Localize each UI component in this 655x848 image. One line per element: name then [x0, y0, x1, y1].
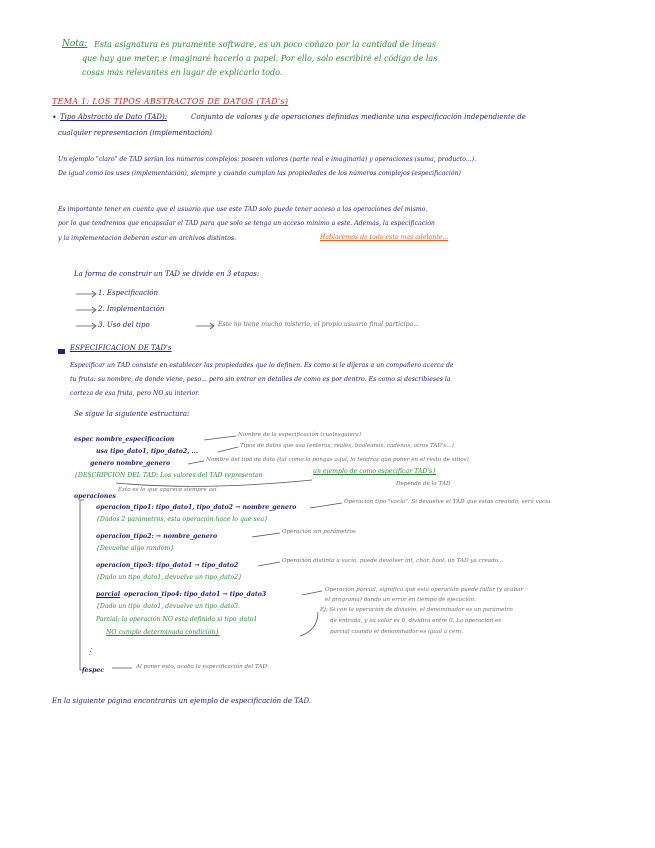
usa-note-arrow-icon	[218, 447, 238, 452]
stages-intro: La forma de construir un TAD se divide en 3 etapas:	[74, 270, 260, 278]
code-op4-comment-3: NO cumple determinada condición}	[106, 629, 220, 636]
operaciones-bracket-icon	[80, 500, 84, 670]
code-descripcion-sub: Depende de la TAD	[396, 481, 451, 487]
final-line: En la siguiente página encontrarás un ejemplo de especificación de TAD.	[52, 697, 312, 705]
spec-paragraph-line-2: tu fruta: su nombre, de donde viene, peso... pero sin entrar en detalles de como es por dentro. Es como si describieses la	[70, 376, 451, 383]
note-line-1: Esta asignatura es puramente software, es un poco coñazo por la cantidad de líneas	[94, 40, 437, 49]
op3-note-arrow-icon	[258, 562, 280, 566]
spec-paragraph-line-1: Especificar un TAD consiste en establecer las propiedades que lo definen. Es como si le dijeras a un compañero acerca de	[70, 362, 454, 369]
code-op1-comment: {Dados 2 parámetros, esta operación hace lo que sea}	[96, 516, 268, 523]
descripcion-brace-icon	[116, 480, 312, 486]
stage-1: 1. Especificación	[98, 289, 159, 297]
code-genero-line: genero nombre_genero	[90, 460, 171, 467]
code-op4-comment-2: Parcial: la operación NO está definida si tipo_dato1	[96, 616, 258, 623]
genero-note-arrow-icon	[188, 461, 204, 464]
tad-def-line-1: Conjunto de valores y de operaciones definidas mediante una especificación independiente de	[191, 113, 526, 121]
code-dots: ⋮	[86, 647, 94, 656]
stage-3-arrowhead-icon	[92, 323, 96, 329]
code-op1-note: Operación tipo "vacía". Si devuelve el TAD que estás creando, será vacía	[344, 499, 551, 505]
section-square-icon	[58, 349, 65, 354]
code-usa-note: Tipos de datos que usa (enteros, reales, booleanos, cadenas, otros TAD's...)	[240, 443, 454, 449]
op2-note-arrow-icon	[252, 533, 280, 537]
bullet-icon: •	[52, 113, 57, 122]
code-ej-line-1: Ej: Si con la operación de división, el denominador es un parámetro	[320, 607, 513, 613]
code-op1: operacion_tipo1: tipo_dato1, tipo_dato2 → nombre_genero	[96, 504, 297, 511]
code-espec-note: Nombre de la especificación (cualesquiera)	[238, 432, 362, 438]
code-op4: operacion_tipo4: tipo_dato1 → tipo_dato3	[124, 591, 267, 598]
stage-1-arrowhead-icon	[92, 291, 96, 297]
spec-section-title: ESPECIFICACION DE TAD's	[70, 344, 172, 352]
tema-title: TEMA 1: LOS TIPOS ABSTRACTOS DE DATOS (TAD's)	[52, 97, 289, 106]
code-op3: operacion_tipo3: tipo_dato1 → tipo_dato2	[96, 562, 239, 569]
important-line-1: Es importante tener en cuenta que el usuario que use este TAD solo puede tener acceso a las operaciones del mismo,	[58, 206, 428, 213]
example-line-1: Un ejemplo "claro" de TAD serían los números complejos: poseen valores (parte real e imaginaria) y operaciones (suma, producto...).	[58, 156, 477, 163]
code-fespec: fespec	[82, 667, 105, 674]
code-descripcion-note: Esto es lo que aparece siempre así	[118, 487, 217, 493]
code-espec-line: espec nombre_especificacion	[74, 436, 175, 443]
code-usa-line: usa tipo_dato1, tipo_dato2, ...	[96, 448, 198, 455]
code-ej-line-3: parcial cuando el denominador es igual a cero.	[330, 629, 464, 635]
code-op4-note-2: el programa) dando un error en tiempo de ejecución.	[325, 597, 476, 603]
code-op2: operacion_tipo2: → nombre_genero	[96, 533, 218, 540]
code-op3-comment: {Dado un tipo_dato1, devuelve un tipo_dato2}	[96, 574, 242, 581]
example-line-2: De igual como los uses (implementación), siempre y cuando cumplan las propiedades de los números complejos (especificación)	[58, 170, 461, 177]
tad-def-line-2: cualquier representación (implementación)	[58, 129, 212, 137]
code-ej-line-2: de entrada, y su valor es 0, dividirá entre 0. La operación es	[330, 618, 502, 624]
stage-3: 3. Uso del tipo	[98, 321, 150, 329]
code-descripcion-line: {DESCRIPCION DEL TAD: Los valores del TAD representan	[74, 472, 263, 479]
code-op4-comment-1: {Dado un tipo_dato1, devuelve un tipo_dato3.	[96, 603, 240, 610]
spec-follow: Se sigue la siguiente estructura:	[74, 410, 190, 418]
note-line-2: que hay que meter, e imaginaré hacerlo a papel. Por ello, solo escribiré el código de las	[82, 54, 438, 63]
op4-example-arrow-icon	[300, 612, 318, 636]
code-op2-note: Operación sin parámetros	[282, 529, 356, 535]
note-line-3: cosas más relevantes en lugar de explicarlo todo.	[82, 68, 283, 77]
code-op2-comment: {Devuelve algo random}	[96, 545, 175, 552]
code-fespec-note: Al poner esto, acaba la especificación del TAD	[136, 664, 267, 670]
code-op3-note: Operación distinta a vacía, puede devolver int, char, bool, un TAD ya creado...	[282, 558, 504, 564]
op4-note-arrow-icon	[302, 591, 322, 595]
spec-paragraph-line-3: corteza de esa fruta, pero NO su interior.	[70, 390, 200, 397]
stage-3-note: Este no tiene mucho misterio, el propio usuario final participa...	[218, 321, 420, 328]
code-op4-note-1: Operación parcial, significa que esta operación puede fallar (y acabar	[325, 587, 524, 593]
important-line-3: y la implementación deberán estar en archivos distintos.	[58, 235, 237, 242]
stage-2-arrowhead-icon	[92, 307, 96, 313]
code-op4-keyword: parcial	[96, 591, 121, 598]
op1-note-arrow-icon	[310, 503, 342, 508]
note-label: Nota:	[62, 39, 88, 49]
tad-def-term: Tipo Abstracto de Dato (TAD):	[60, 113, 168, 121]
code-operaciones: operaciones	[74, 493, 116, 500]
code-genero-note: Nombre del tipo de dato (tal como lo pongas aquí, lo tendrás que poner en el resto de sitios)	[206, 457, 469, 463]
important-line-2: por lo que tendremos que encapsular el TAD para que solo se tenga un acceso mínimo a este. Además, la especificación	[58, 220, 435, 227]
code-descripcion-line-b: un ejemplo de como especificar TAD's}	[313, 468, 437, 475]
espec-note-arrow-icon	[204, 436, 236, 440]
stage-2: 2. Implementación	[98, 305, 165, 313]
stage-3-note-arrowhead-icon	[210, 323, 214, 329]
important-highlight: Hablaremos de todo esto más adelante...	[320, 234, 449, 241]
